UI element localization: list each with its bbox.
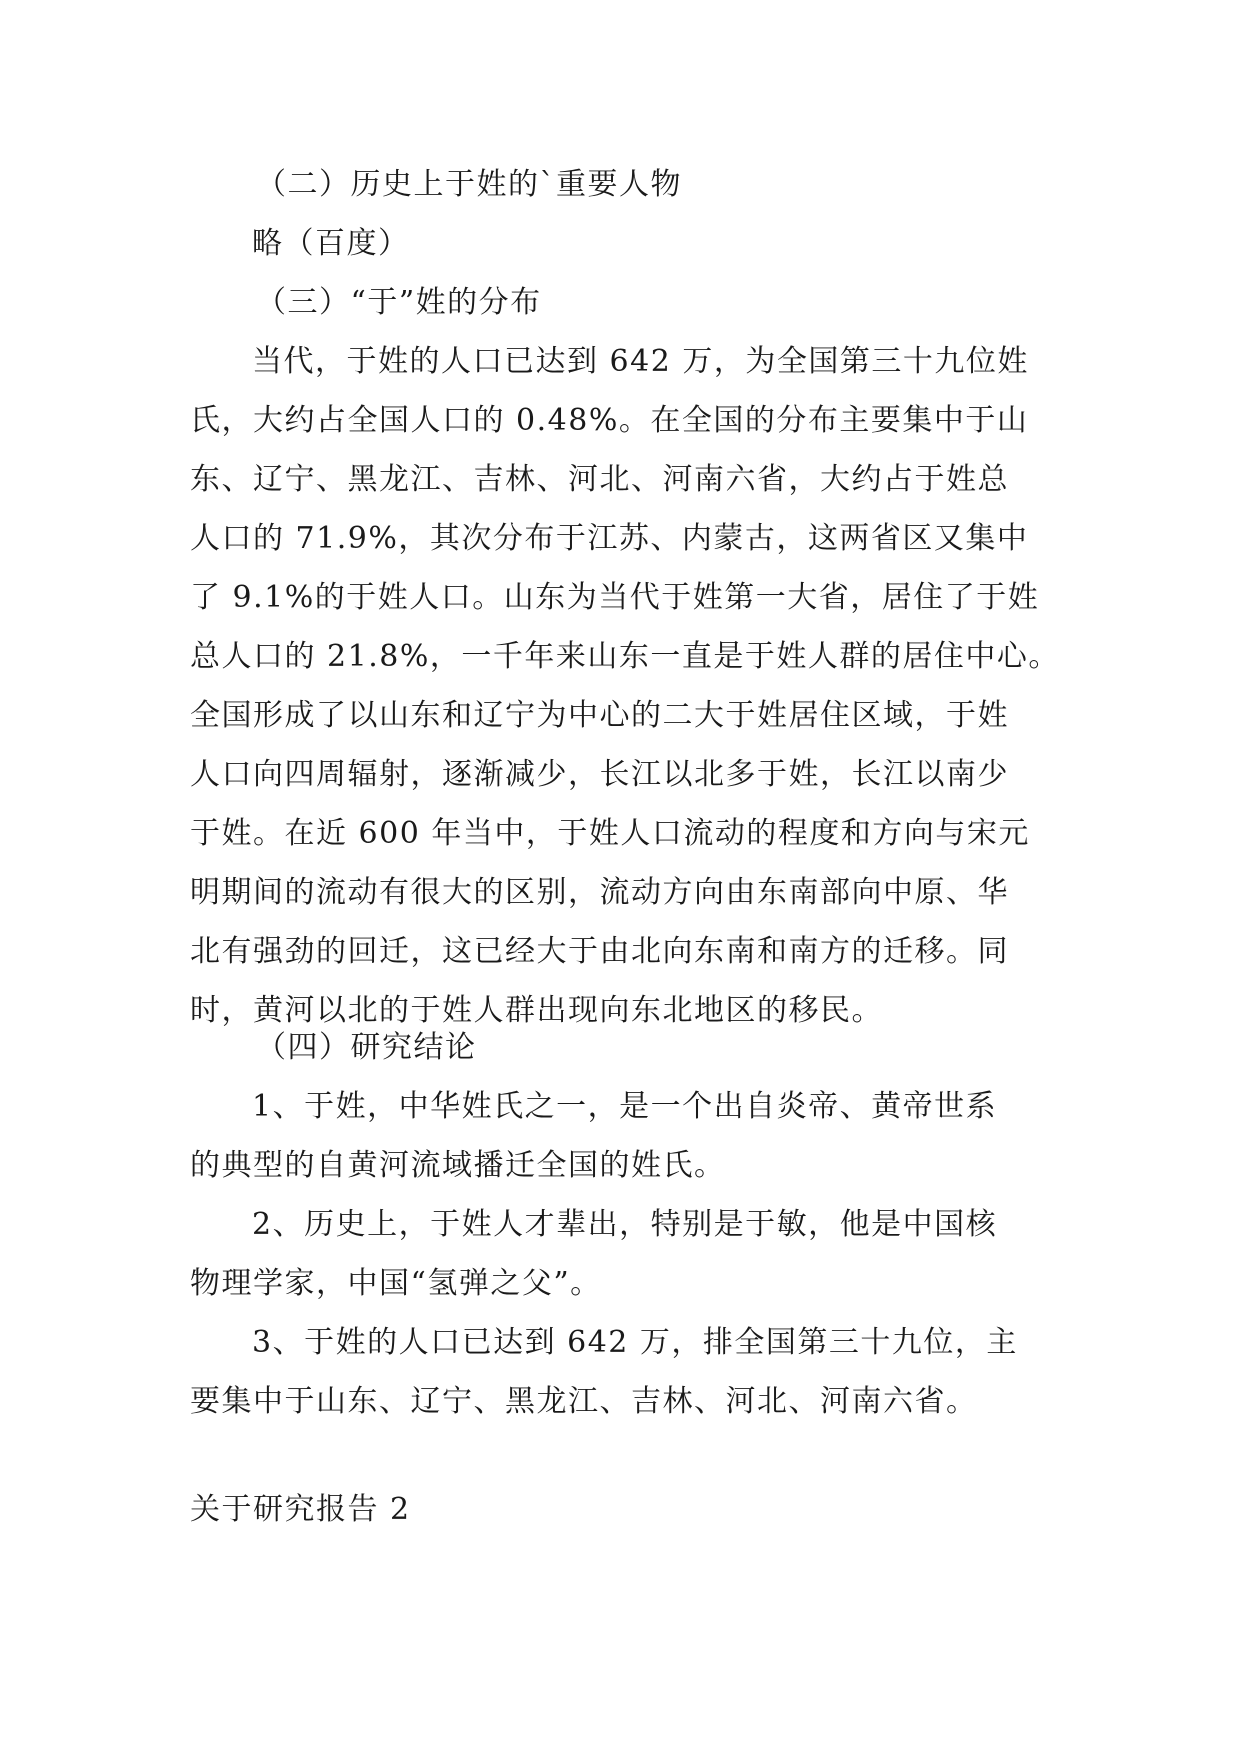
section-distribution (190, 155, 1060, 1040)
heading-distribution: （三）“于”姓的分布 (256, 285, 542, 320)
paragraph-line: 人口向四周辐射，逐渐减少，长江以北多于姓，长江以南少 (190, 757, 1009, 792)
section-conclusions (190, 1018, 1060, 1431)
paragraph-line: 当代，于姓的人口已达到 642 万，为全国第三十九位姓 (252, 344, 1029, 379)
conclusion-line: 要集中于山东、辽宁、黑龙江、吉林、河北、河南六省。 (190, 1384, 978, 1419)
paragraph-line: 全国形成了以山东和辽宁为中心的二大于姓居住区域，于姓 (190, 698, 1009, 733)
next-report-title-block (190, 1480, 1060, 1539)
paragraph-line: 人口的 71.9%，其次分布于江苏、内蒙古，这两省区又集中 (190, 521, 1029, 556)
paragraph-line: 时，黄河以北的于姓人群出现向东北地区的移民。 (190, 993, 883, 1028)
paragraph-line: 北有强劲的回迁，这已经大于由北向东南和南方的迁移。同 (190, 934, 1009, 969)
paragraph-line: 总人口的 21.8%，一千年来山东一直是于姓人群的居住中心。 (190, 639, 1060, 674)
heading-important-figures: （二）历史上于姓的`重要人物 (256, 167, 682, 202)
next-report-title: 关于研究报告 2 (190, 1492, 411, 1527)
heading-conclusions: （四）研究结论 (256, 1030, 477, 1065)
paragraph-line: 了 9.1%的于姓人口。山东为当代于姓第一大省，居住了于姓 (190, 580, 1040, 615)
conclusion-line: 2、历史上，于姓人才辈出，特别是于敏，他是中国核 (252, 1207, 998, 1242)
conclusion-line: 物理学家，中国“氢弹之父”。 (190, 1266, 602, 1301)
conclusion-line: 3、于姓的人口已达到 642 万，排全国第三十九位，主 (252, 1325, 1018, 1360)
paragraph-line: 于姓。在近 600 年当中，于姓人口流动的程度和方向与宋元 (190, 816, 1030, 851)
omitted-note: 略（百度） (252, 226, 410, 261)
conclusion-line: 1、于姓，中华姓氏之一，是一个出自炎帝、黄帝世系 (252, 1089, 998, 1124)
paragraph-line: 明期间的流动有很大的区别，流动方向由东南部向中原、华 (190, 875, 1009, 910)
conclusion-line: 的典型的自黄河流域播迁全国的姓氏。 (190, 1148, 726, 1183)
paragraph-line: 氏，大约占全国人口的 0.48%。在全国的分布主要集中于山 (190, 403, 1029, 438)
paragraph-line: 东、辽宁、黑龙江、吉林、河北、河南六省，大约占于姓总 (190, 462, 1009, 497)
